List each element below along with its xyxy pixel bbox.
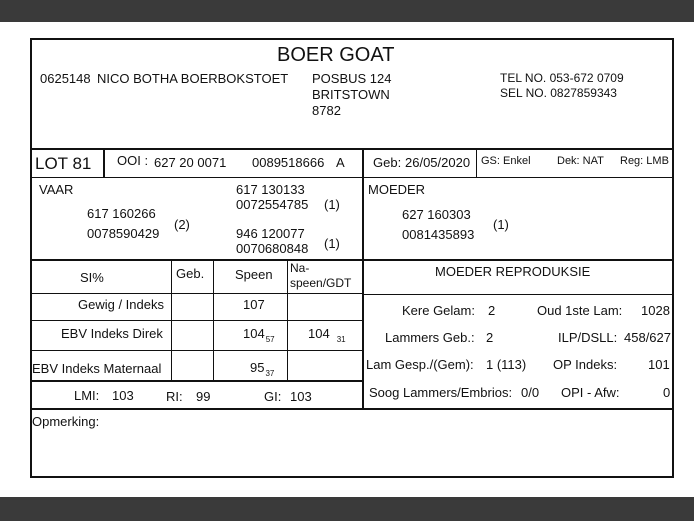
ebv-maternaal-speen-accuracy: 37 bbox=[265, 369, 275, 378]
breeder-name: NICO BOTHA BOERBOKSTOET bbox=[97, 71, 289, 86]
certificate-card bbox=[30, 38, 674, 478]
vaar-count: (2) bbox=[174, 217, 190, 232]
page-title: BOER GOAT bbox=[277, 44, 395, 66]
ebv-maternaal-speen-value: 95 bbox=[250, 360, 265, 375]
si-col-line-1 bbox=[171, 260, 172, 380]
op-value: 101 bbox=[648, 357, 670, 372]
breeder-address-2: BRITSTOWN bbox=[312, 87, 390, 102]
si-header: SI% bbox=[80, 270, 104, 285]
moeder-id: 0081435893 bbox=[402, 227, 475, 242]
si-col-line-3 bbox=[287, 260, 288, 380]
oud-label: Oud 1ste Lam: bbox=[537, 303, 623, 318]
vaar-dam-count: (1) bbox=[324, 236, 340, 251]
naspeen-header: Na- speen/GDT bbox=[290, 261, 352, 290]
lam-gesp-value: 1 (113) bbox=[486, 357, 527, 372]
breeder-tel: TEL NO. 053-672 0709 bbox=[500, 71, 624, 85]
gewig-label: Gewig / Indeks bbox=[78, 297, 164, 312]
ilp-value: 458/627 bbox=[624, 330, 671, 345]
opi-label: OPI - Afw: bbox=[561, 385, 620, 400]
divider-si-bottom bbox=[30, 380, 362, 382]
vaar-dam-number: 946 120077 bbox=[236, 226, 305, 241]
vaar-sire-id: 0072554785 bbox=[236, 197, 309, 212]
si-row-line-2 bbox=[31, 320, 362, 321]
kere-gelam-value: 2 bbox=[488, 303, 496, 318]
gs-value: GS: Enkel bbox=[481, 155, 531, 167]
ebv-direk-naspeen bbox=[308, 326, 346, 344]
reg-value: Reg: LMB bbox=[620, 155, 669, 167]
op-label: OP Indeks: bbox=[553, 357, 618, 372]
vaar-label: VAAR bbox=[39, 182, 74, 197]
ooi-label: OOI : bbox=[117, 153, 149, 168]
vaar-number: 617 160266 bbox=[87, 206, 156, 221]
dek-value: Dek: NAT bbox=[557, 155, 604, 167]
ooi-id: 0089518666 bbox=[252, 155, 325, 170]
divider-lot bbox=[31, 177, 673, 178]
moeder-number: 627 160303 bbox=[402, 207, 471, 222]
ebv-direk-naspeen-accuracy: 31 bbox=[336, 335, 346, 344]
lmi-label: LMI: bbox=[74, 388, 100, 403]
breeder-number: 0625148 bbox=[40, 71, 91, 86]
si-row-line-1 bbox=[31, 293, 362, 294]
geb-date: 26/05/2020 bbox=[405, 155, 471, 170]
ebv-maternaal-label: EBV Indeks Maternaal bbox=[32, 361, 162, 376]
lot-label: LOT 81 bbox=[35, 154, 92, 173]
opmerking-label: Opmerking: bbox=[32, 414, 100, 429]
soog-label: Soog Lammers/Embrios: bbox=[369, 385, 513, 400]
repro-title-line bbox=[363, 294, 673, 295]
opi-value: 0 bbox=[663, 385, 671, 400]
ri-value: 99 bbox=[196, 389, 211, 404]
si-row-line-3 bbox=[31, 350, 362, 351]
top-bar bbox=[0, 0, 694, 22]
oud-value: 1028 bbox=[641, 303, 670, 318]
moeder-label: MOEDER bbox=[368, 182, 426, 197]
moeder-count: (1) bbox=[493, 217, 509, 232]
geb-label: Geb: bbox=[373, 155, 402, 170]
divider-center bbox=[362, 149, 364, 409]
lammers-geb-value: 2 bbox=[486, 330, 494, 345]
ebv-direk-naspeen-value: 104 bbox=[308, 326, 330, 341]
ooi-number: 627 20 0071 bbox=[154, 155, 227, 170]
ebv-direk-speen-accuracy: 57 bbox=[265, 335, 275, 344]
vaar-sire-count: (1) bbox=[324, 197, 340, 212]
speen-header: Speen bbox=[235, 267, 273, 282]
repro-title: MOEDER REPRODUKSIE bbox=[435, 264, 591, 279]
bottom-bar bbox=[0, 497, 694, 521]
divider-lot-vertical bbox=[103, 149, 105, 178]
breeder-sel: SEL NO. 0827859343 bbox=[500, 86, 617, 100]
divider-geb bbox=[476, 149, 477, 178]
ebv-maternaal-speen bbox=[250, 360, 275, 378]
ri-label: RI: bbox=[166, 389, 183, 404]
lmi-value: 103 bbox=[112, 388, 134, 403]
divider-pedigree bbox=[30, 259, 674, 261]
vaar-sire-number: 617 130133 bbox=[236, 182, 305, 197]
gi-value: 103 bbox=[290, 389, 312, 404]
ebv-direk-label: EBV Indeks Direk bbox=[61, 326, 163, 341]
geb-header: Geb. bbox=[176, 266, 205, 281]
kere-gelam-label: Kere Gelam: bbox=[402, 303, 475, 318]
ebv-direk-speen-value: 104 bbox=[243, 326, 265, 341]
lam-gesp-label: Lam Gesp./(Gem): bbox=[366, 357, 474, 372]
divider-main-bottom bbox=[30, 408, 674, 410]
ooi-grade: A bbox=[336, 155, 345, 170]
vaar-dam-id: 0070680848 bbox=[236, 241, 309, 256]
gi-label: GI: bbox=[264, 389, 282, 404]
si-col-line-2 bbox=[213, 260, 214, 380]
ebv-direk-speen bbox=[243, 326, 275, 344]
vaar-id: 0078590429 bbox=[87, 226, 160, 241]
breeder-address-1: POSBUS 124 bbox=[312, 71, 392, 86]
gewig-speen: 107 bbox=[243, 297, 265, 312]
breeder-address-3: 8782 bbox=[312, 103, 341, 118]
ilp-label: ILP/DSLL: bbox=[558, 330, 618, 345]
lammers-geb-label: Lammers Geb.: bbox=[385, 330, 475, 345]
soog-value: 0/0 bbox=[521, 385, 540, 400]
divider-header bbox=[30, 148, 674, 150]
